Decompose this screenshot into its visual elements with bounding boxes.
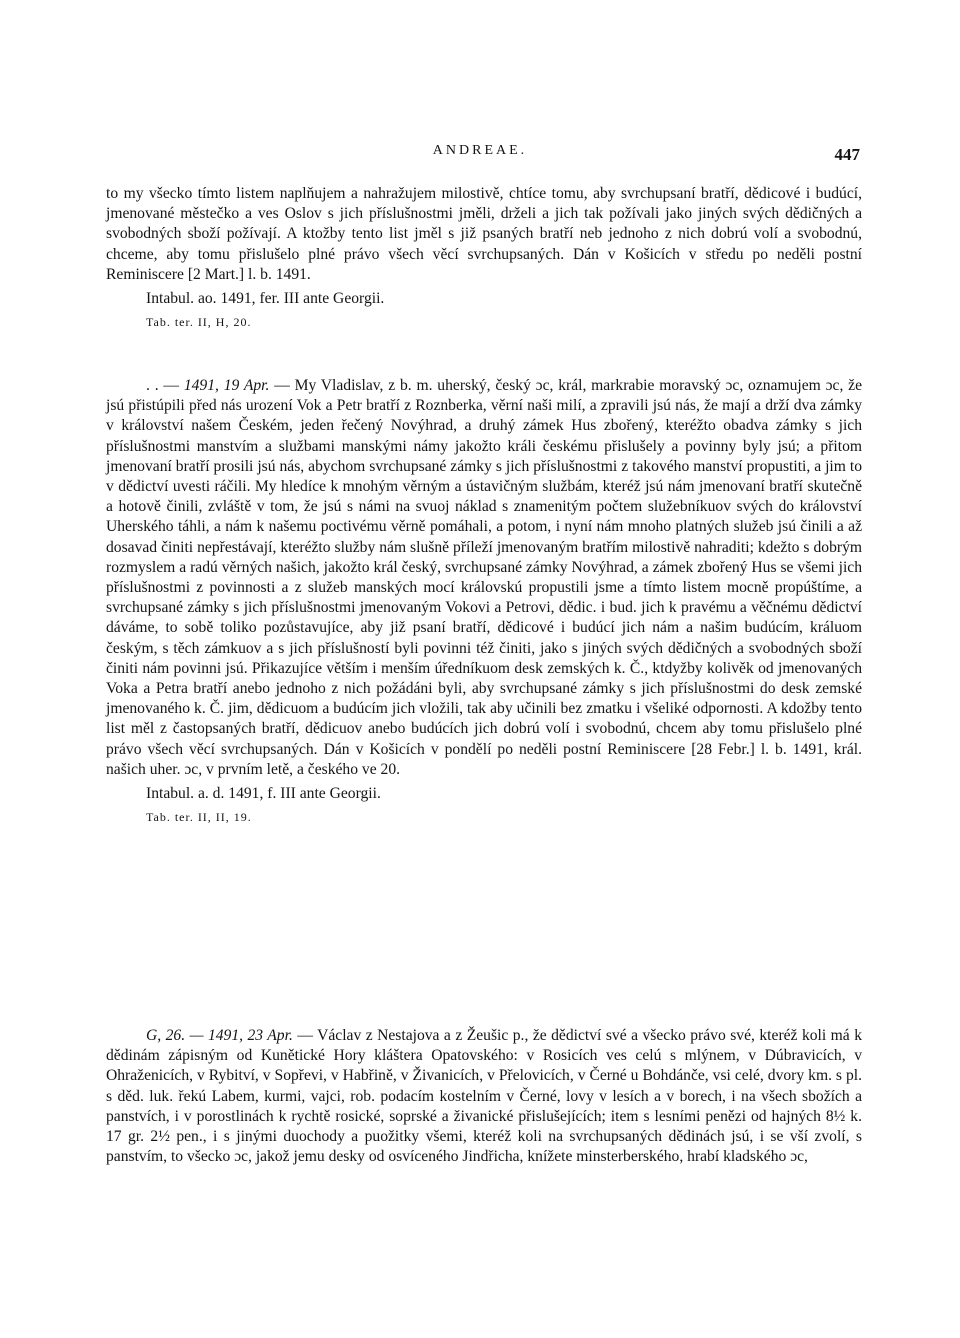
running-head: ANDREAE. xyxy=(432,143,528,158)
tab-reference: Tab. ter. II, II, 19. xyxy=(146,810,252,825)
entry-1 xyxy=(106,184,862,330)
entry-body: — Václav z Nestajova a z Žeušic p., že dědictví své a všecko právo své, kteréž koli má k dědinám zápisným od Kunětické Hory kláštera Opatovského: v Rosicích ves celú s mlýnem, v Dúbravicích, v Ohraženicích, v Rybitví, v Sopřevi, v Habřině, v Živanicích, v Přelovicích, v Černé u Bohdánče, vsi celé, dvory km. s pl. s děd. luk. řekú Labem, kurmi, vajci, rob. podacím kostelním v Černé, lovy v lesích a v borech, i na všech sbožích a panstvích, i v porostlinách k rychtě rosické, soprské a živanické přislušejících; item s lesními penězi od hajných 8½ k. 17 gr. 2½ pen., i s jinými duochody a puožitky všemi, kteréž koli na svrchupsaných dědinách jsú, i se vší zvolí, s panstvím, to všecko ɔc, jakož jemu desky od osvíceného Jindřicha, knížete minsterberského, hrabí kladského ɔc, xyxy=(106,1027,862,1166)
page-number: 447 xyxy=(834,145,860,164)
entry-date: 1491, 19 Apr. xyxy=(183,377,270,394)
entry-text xyxy=(106,1026,862,1167)
entry-3 xyxy=(106,1026,862,1167)
source-note: Intabul. a. d. 1491, f. III ante Georgii. xyxy=(146,785,381,803)
entry-text xyxy=(106,376,862,780)
entry-date: 1491, 23 Apr. xyxy=(207,1027,293,1044)
entry-prefix: G, 26. — xyxy=(146,1027,208,1044)
source-note: Intabul. ao. 1491, fer. III ante Georgii. xyxy=(146,290,385,308)
entry-text: to my všecko tímto listem naplňujem a nahražujem milostivě, chtíce tomu, aby svrchupsaní bratří, dědicové i budúcí, jmenované městečko a ves Oslov s jich příslušnostmi jměli, drželi a jich tak požívali jako jiných svých dědičných a svobodných sboží požívají. A ktožby tento list jměl s již psaných bratří neb jednoho z nich dobrú volí a svobodnú, chceme, aby tomu přislušelo plné právo všech věcí svrchupsaných. Dán v Košicích v středu po neděli postní Reminiscere [2 Mart.] l. b. 1491. xyxy=(106,185,862,283)
tab-reference: Tab. ter. II, H, 20. xyxy=(146,315,252,330)
entry-prefix: . . — xyxy=(146,377,184,394)
entry-body: — My Vladislav, z b. m. uherský, český ɔc, král, markrabie moravský ɔc, oznamujem ɔc, že jsú přistúpili před nás urození Vok a Petr bratří z Roznberka, věrní naši milí, a zpravili jsú nás, že mají a drží dva zámky v království našem Českém, jeden řečený Novýhrad, a druhý zámek Hus zbořený, kteréžto obadva zámky s jich příslušnostmi manstvím a službami manskými námy jakožto králi českému přislušely a povinny byly jsú; a přitom jmenovaní bratří prosili jsú nás, abychom svrchupsané zámky s jich příslušnostmi z takového manství propustiti, a jim to v dědictví uvesti ráčili. My hledíce k mnohým věrným a ústavičným službám, kteréž jsú nám jmenovaní bratří skutečně a hotově činili, zvláště v tom, že jsú s námi na svuoj náklad s znamenitým počtem služebníkuov svých do království Uherského táhli, a nám k našemu poctivému věrně pomáhali, a potom, i nyní nám mnoho platných služeb jsú činili a až dosavad činiti nepřestávají, kteréžto služby nám slušně příleží jmenovaným bratřím milostivě nahraditi; kdežto s dobrým rozmyslem a radú věrných našich, jakožto král český, svrchupsané zámky Novýhrad, a zámek zbořený Hus se všemi jich příslušnostmi z povinnosti a z služeb manských mocí královskú propustili jsme a tímto listem mocně propúštíme, a svrchupsané zámky s jich příslušnostmi jmenovaným Vokovi a Petrovi, dědic. i bud. jich k pravému a věčnému dědictví dáváme, to sobě toliko pozůstavujíce, aby již psaní bratří, dědicové i budúcí jich nám a našim budúcím, králuom českým, s těch zámkuov a s jich příslušností byli povinni též činiti, jako s jiných svých dědičných a svobodných sboží činiti nám povinni jsú. Přikazujíce větším i menším úředníkuom desk zemských k. Č., ktdyžby kolivěk od jmenovaných Voka a Petra bratří anebo jednoho z nich požádáni byli, aby svrchupsané zámky s jich příslušnostmi do desk zemské jmenovaného k. Č. jim, dědicuom a budúcím jich vložili, tak aby učinili bez zmatku i všeliké odpornosti. A kdožby tento list měl z častopsaných bratří, dědicuov anebo budúcích jich dobrú volí i svobodnú, chcem aby tomu přislušelo plné právo všech věcí svrchupsaných. Dán v Košicích v pondělí po neděli postní Reminiscere [28 Febr.] l. b. 1491, král. našich uher. ɔc, v prvním letě, a českého ve 20. xyxy=(106,377,862,778)
entry-2 xyxy=(106,376,862,825)
